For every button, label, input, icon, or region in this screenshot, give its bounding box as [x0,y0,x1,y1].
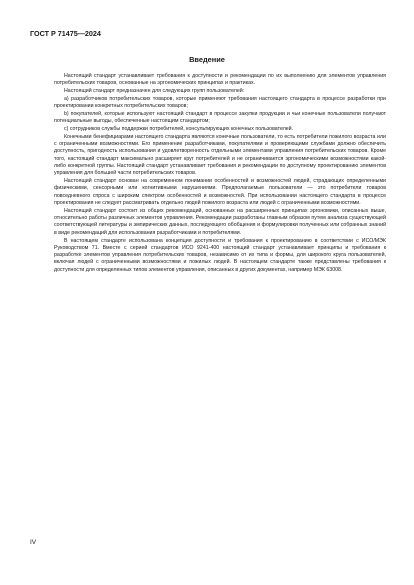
paragraph-recommendations: Настоящий стандарт состоит из общих рекомендаций, основанных на расширенных принципах эргономики, описанных выше, относительно работы различных элементов управления. Рекомендации разработаны главным образом путем анализа существующей соответствующей литературы и эмпирических данных, последующего обобщения и формулировки полученных или собранных знаний в виде рекомендаций для использования разработчиками и потребителями. [54,207,386,236]
section-title: Введение [189,55,225,64]
paragraph-basis: Настоящий стандарт основан на современном понимании особенностей и возможностей людей, страдающих определенными физическими, сенсорными или когнитивными нарушениями. Предполагаемые пользователи — это потребители товаров повседневного спроса с широким спектром особенностей и возможностей. При использовании настоящего стандарта в процессе проектирования не следует рассматривать отдельно людей пожилого возраста или людей с ограниченными возможностями. [54,178,386,207]
list-item-buyers: b) покупателей, которые используют настоящий стандарт в процессе закупки продукции и чьи конечные пользователи получают потенциальные выгоды, обеспеченные настоящим стандартом; [54,110,386,125]
page-number: IV [30,539,37,546]
document-body [54,73,386,275]
paragraph-beneficiaries: Конечными бенефициарами настоящего стандарта являются конечные пользователи, то есть потребители пожилого возраста или с ограниченными возможностями. Его применение разработчиками, покупателями и проверяющими службами должно обеспечить доступность, пригодность использования и удовлетворенность отдельными элементами управления потребительских товаров. Кроме того, настоящий стандарт максимально расширяет круг потребителей и не ограничивается эргономическими возможностями какой-либо конкретной группы. Настоящий стандарт устанавливает требования и рекомендации по доступному проектированию элементов управления для большей части потребительских товаров. [54,133,386,177]
paragraph-scope: Настоящий стандарт устанавливает требования к доступности и рекомендации по их выполнению для элементов управления потребительских товаров, основанные на эргономических принципах и практиках. [54,73,386,87]
document-header-id: ГОСТ Р 71475—2024 [30,29,101,38]
paragraph-concept: В настоящем стандарте использована концепция доступности и требования к проектированию в соответствии с ИСО/МЭК Руководством 71. Вместе с серией стандартов ИСО 9241-400 настоящий стандарт устанавливает принципы и требования к разработке элементов управления потребительских товаров, независимо от их типа и формы, для широкого круга пользователей, включая людей с ограниченными возможностями и пожилых людей. В настоящем стандарте также представлены требования к доступности для определенных типов элементов управления, описанных в других документах, например МЭК 63008. [54,237,386,273]
paragraph-audience-intro: Настоящий стандарт предназначен для следующих групп пользователей: [64,88,245,95]
list-item-support: c) сотрудников службы поддержки потребителей, консультирующих конечных пользователей. [64,126,294,133]
list-item-developers: a) разработчиков потребительских товаров, которые применяют требования настоящего стандарта в процессе разработки при проектировании конкретных потребительских товаров; [54,95,386,110]
